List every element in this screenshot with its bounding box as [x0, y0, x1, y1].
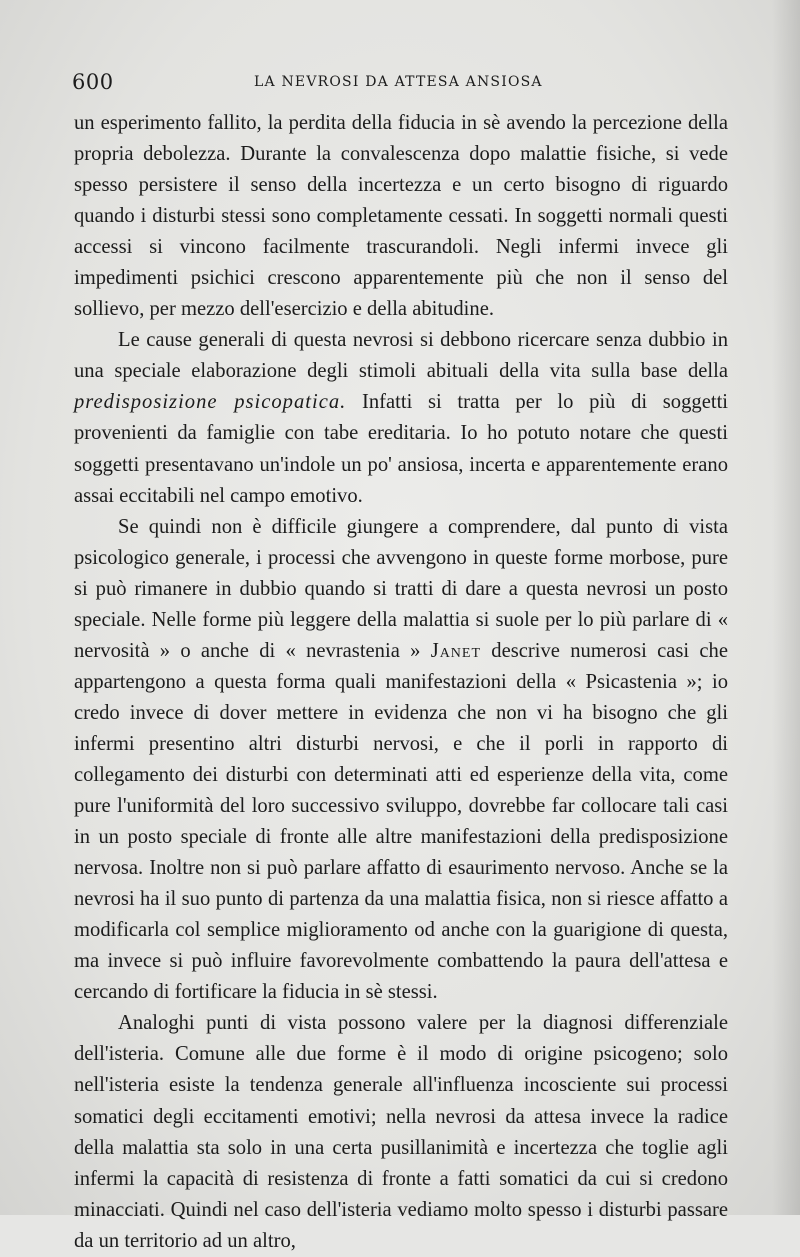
body-text	[74, 108, 728, 1257]
paragraph-3	[74, 512, 728, 1009]
emphasized-term: predisposizione psicopatica.	[74, 391, 347, 414]
paragraph-4	[74, 1008, 728, 1256]
page-number: 600	[72, 70, 114, 94]
running-header	[72, 70, 732, 96]
paragraph-text: Infatti si tratta per lo più di soggetti provenienti da famiglie con tabe ereditaria. Io ho potuto notare che questi soggetti presentavano un'indole un po' ansiosa, incerta e apparentemente erano assai eccitabili nel campo emotivo.	[74, 391, 729, 507]
running-title: LA NEVROSI DA ATTESA ANSIOSA	[254, 74, 543, 90]
paragraph-text: Le cause generali di questa nevrosi si debbono ricercare senza dubbio in una speciale elaborazione degli stimoli abituali della vita sulla base della	[74, 329, 728, 383]
paragraph-text: un esperimento fallito, la perdita della fiducia in sè avendo la percezione della propria debolezza. Durante la convalescenza dopo malattie fisiche, si vede spesso persistere il senso della incertezza e un certo bisogno di riguardo quando i disturbi stessi sono completamente cessati. In soggetti normali questi accessi si vincono facilmente trascurandoli. Negli infermi invece gli impedimenti psichici crescono apparentemente più che non il senso del sollievo, per mezzo dell'esercizio e della abitudine.	[74, 112, 728, 321]
paragraph-text: Se quindi non è difficile giungere a comprendere, dal punto di vista psicologico generale, i processi che avvengono in queste forme morbose, pure si può rimanere in dubbio quando si tratti di dare a questa nevrosi un posto speciale. Nelle forme più leggere della malattia si suole per lo più parlare di « nervosità » o anche di « nevrastenia »	[74, 515, 728, 662]
author-name: Janet	[430, 639, 482, 662]
paragraph-text: descrive numerosi casi che appartengono a questa forma quali manifestazioni della « Psicastenia »; io credo invece di dover mettere in evidenza che non vi ha bisogno che gli infermi presentino altri disturbi nervosi, e che il porli in rapporto di collegamento dei disturbi con determinati atti ed esperienze della vita, come pure l'uniformità del loro successivo sviluppo, dovrebbe far collocare tali casi in un posto speciale di fronte alle altre manifestazioni della predisposizione nervosa. Inoltre non si può parlare affatto di esaurimento nervoso. Anche se la nevrosi ha il suo punto di partenza da una malattia fisica, non si riesce affatto a modificarla col semplice miglioramento od anche con la guarigione di questa, ma invece si può influire favorevolmente combattendo la paura dell'attesa e cercando di fortificare la fiducia in sè stessi.	[74, 639, 728, 1004]
paragraph-1	[74, 108, 728, 325]
page-edge-shadow	[772, 0, 800, 1215]
paragraph-text: Analoghi punti di vista possono valere per la diagnosi differenziale dell'isteria. Comune alle due forme è il modo di origine psicogeno; solo nell'isteria esiste la tendenza generale all'influenza incosciente sui processi somatici degli eccitamenti emotivi; nella nevrosi da attesa invece la radice della malattia sta solo in una certa pusillanimità e incertezza che toglie agli infermi la capacità di resistenza di fronte a fatti somatici da cui si credono minacciati. Quindi nel caso dell'isteria vediamo molto spesso i disturbi passare da un territorio ad un altro,	[74, 1012, 728, 1252]
paragraph-2	[74, 325, 728, 511]
